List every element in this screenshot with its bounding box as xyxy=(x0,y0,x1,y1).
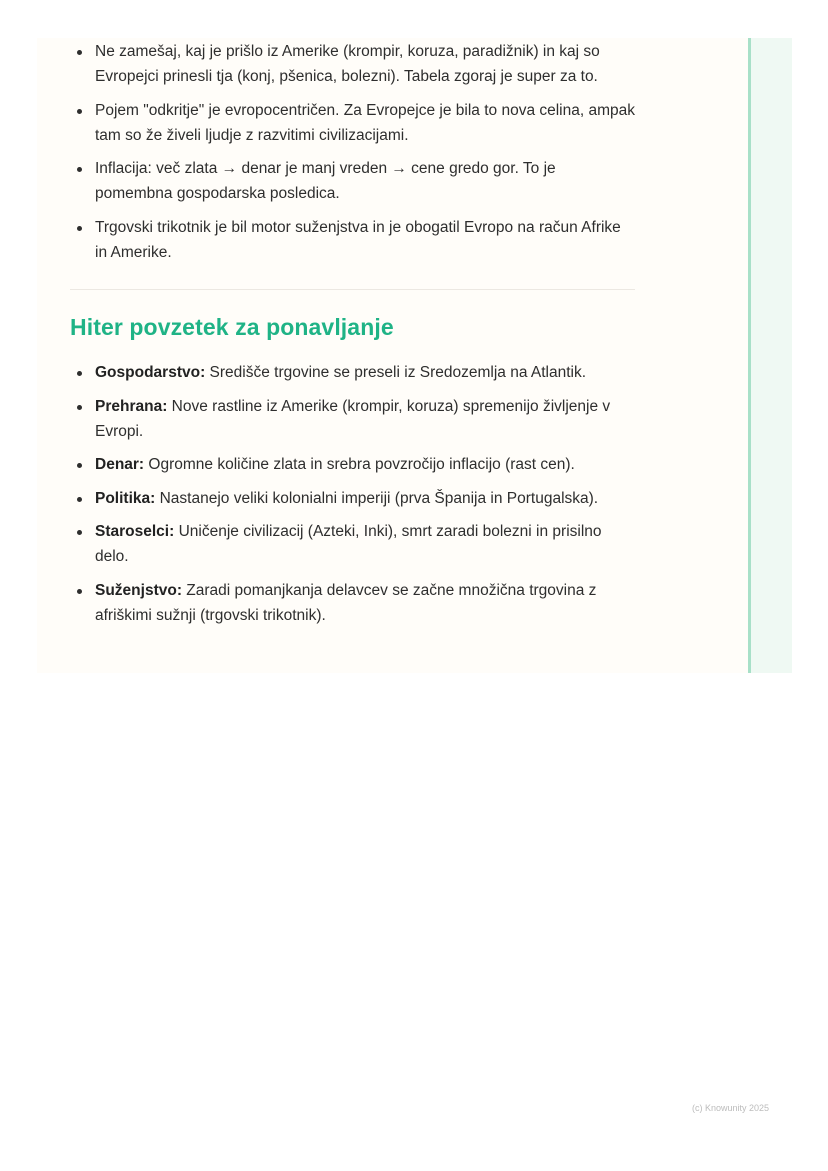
summary-list xyxy=(57,360,635,636)
term-label: Denar: xyxy=(95,456,145,473)
term-label: Gospodarstvo: xyxy=(95,364,206,381)
list-item xyxy=(57,519,635,569)
list-item xyxy=(57,486,635,511)
list-item xyxy=(57,452,635,477)
list-item: Ne zamešaj, kaj je prišlo iz Amerike (krompir, koruza, paradižnik) in kaj so Evropejci prinesli tja (konj, pšenica, bolezni). Tabela zgoraj je super za to. xyxy=(57,39,635,89)
term-label: Staroselci: xyxy=(95,523,175,540)
term-description: Središče trgovine se preseli iz Sredozemlja na Atlantik. xyxy=(205,364,587,381)
term-description: Nove rastline iz Amerike (krompir, koruza) spremenijo življenje v Evropi. xyxy=(95,397,611,440)
list-item xyxy=(57,578,635,628)
term-label: Suženjstvo: xyxy=(95,581,182,599)
section-heading: Hiter povzetek za ponavljanje xyxy=(70,314,394,340)
copyright-footer: (c) Knowunity 2025 xyxy=(692,1103,770,1113)
list-item: Pojem "odkritje" je evropocentričen. Za Evropejce je bila to nova celina, ampak tam so že živeli ljudje z razvitimi civilizacijami. xyxy=(57,98,635,148)
side-panel xyxy=(751,38,792,673)
term-description: Nastanejo veliki kolonialni imperiji (prva Španija in Portugalska). xyxy=(155,489,599,507)
list-item: Trgovski trikotnik je bil motor suženjstva in je obogatil Evropo na račun Afrike in Amerike. xyxy=(57,215,635,265)
list-item xyxy=(57,394,635,444)
notes-list xyxy=(57,39,635,273)
term-label: Prehrana: xyxy=(95,397,168,415)
section-divider xyxy=(70,289,635,290)
term-description: Zaradi pomanjkanja delavcev se začne množična trgovina z afriškimi sužnji (trgovski trikotnik). xyxy=(95,581,597,624)
list-item: Inflacija: več zlata → denar je manj vreden → cene gredo gor. To je pomembna gospodarska posledica. xyxy=(57,156,635,206)
term-description: Uničenje civilizacij (Azteki, Inki), smrt zaradi bolezni in prisilno delo. xyxy=(95,523,602,565)
content-card xyxy=(37,38,748,673)
term-label: Politika: xyxy=(95,489,156,507)
list-item xyxy=(57,360,635,385)
term-description: Ogromne količine zlata in srebra povzročijo inflacijo (rast cen). xyxy=(144,456,575,473)
